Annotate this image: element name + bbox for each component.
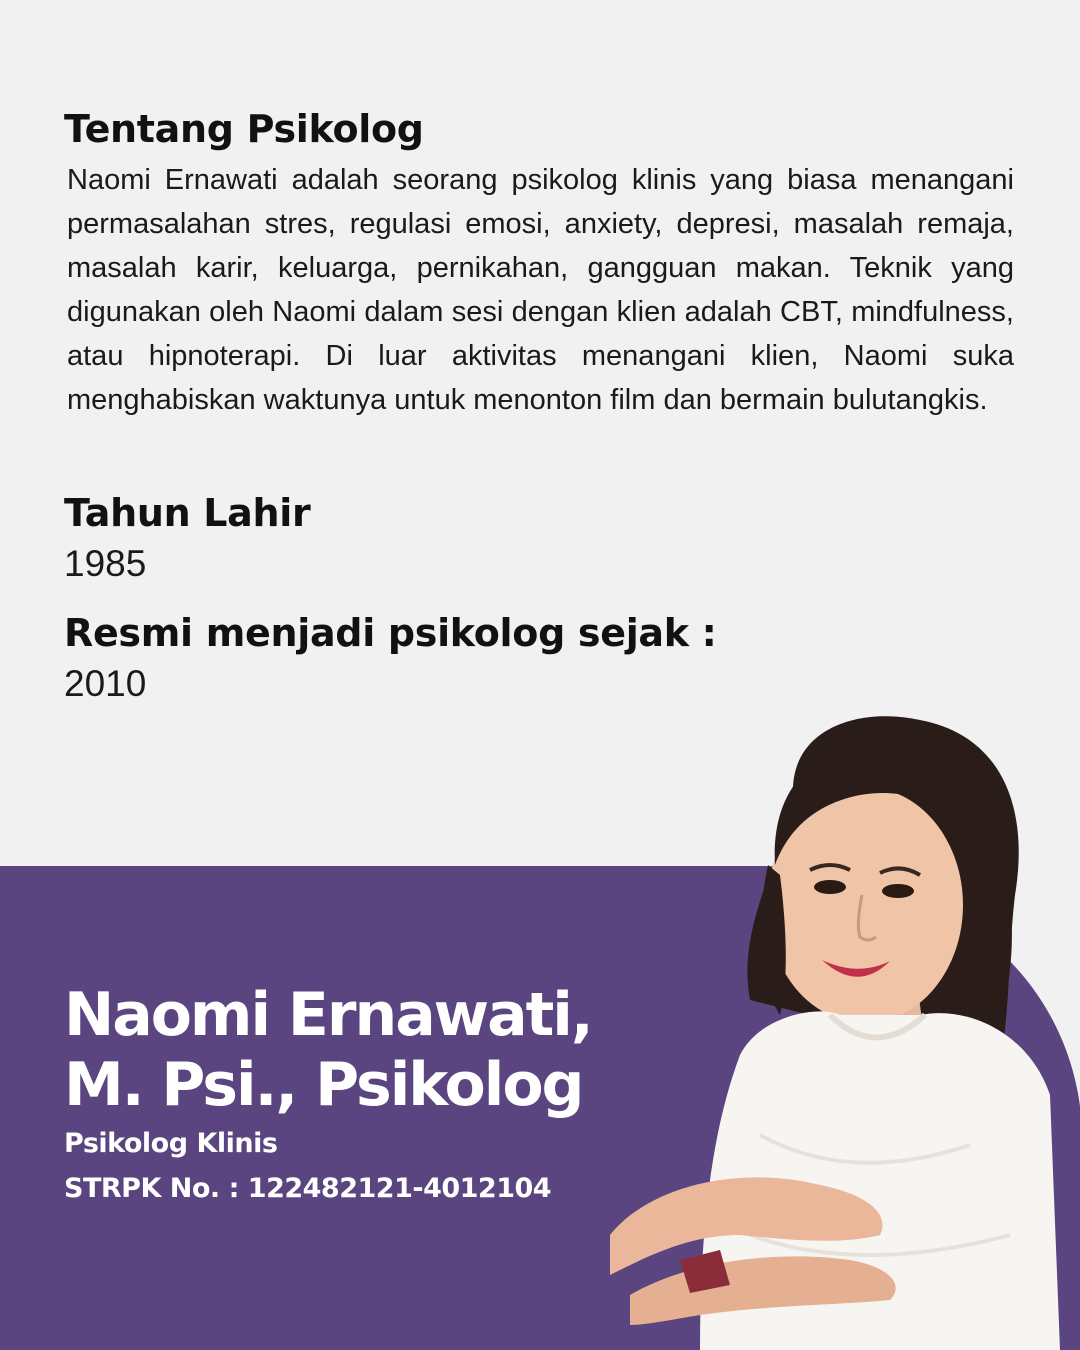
licensed-since-value: 2010 — [64, 662, 147, 704]
psychologist-name — [64, 980, 592, 1120]
strpk-value: 122482121-4012104 — [247, 1173, 552, 1204]
birth-year-label: Tahun Lahir — [64, 491, 311, 535]
about-description: Naomi Ernawati adalah seorang psikolog klinis yang biasa menangani permasalahan stres, regulasi emosi, anxiety, depresi, masalah remaja, masalah karir, keluarga, pernikahan, gangguan makan. Teknik yang digunakan oleh Naomi dalam sesi dengan klien adalah CBT, mindfulness, atau hipnoterapi. Di luar aktivitas menangani klien, Naomi suka menghabiskan waktunya untuk menonton film dan bermain bulutangkis. — [67, 163, 1014, 416]
psychologist-role: Psikolog Klinis — [64, 1128, 278, 1159]
licensed-since-label: Resmi menjadi psikolog sejak : — [64, 611, 717, 655]
about-heading: Tentang Psikolog — [64, 107, 424, 151]
birth-year-section — [64, 492, 310, 586]
strpk-number — [64, 1173, 551, 1204]
licensed-since-section — [64, 612, 717, 706]
portrait-image — [590, 715, 1080, 1350]
name-line-1: Naomi Ernawati, — [64, 980, 592, 1050]
strpk-label: STRPK No. : — [64, 1173, 239, 1204]
birth-year-value: 1985 — [64, 542, 147, 584]
about-section — [64, 108, 1014, 422]
name-line-2: M. Psi., Psikolog — [64, 1050, 583, 1120]
